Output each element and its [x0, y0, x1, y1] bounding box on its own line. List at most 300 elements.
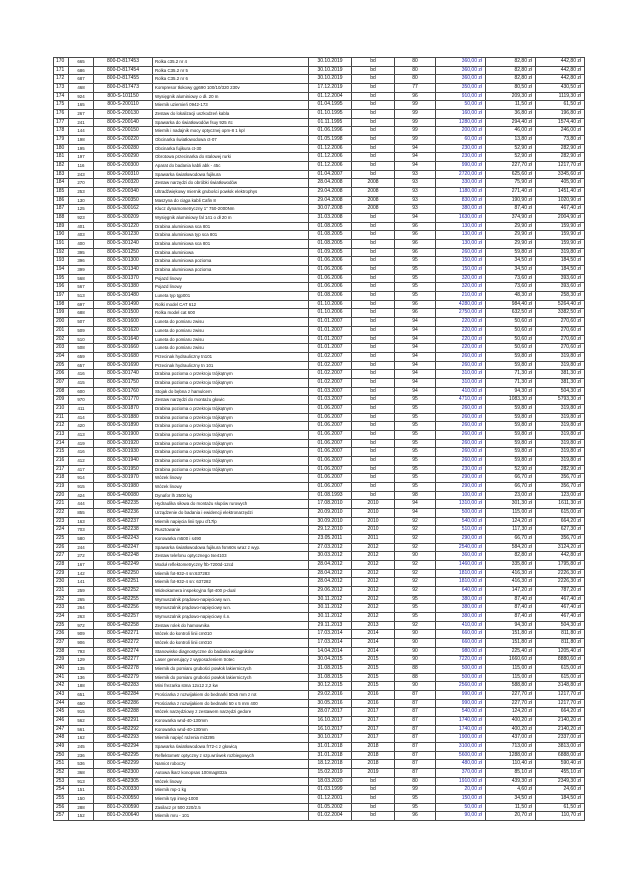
item-id-cell: 130 — [69, 196, 94, 205]
row-number-cell: 171 — [54, 66, 69, 75]
item-id-cell: 259 — [69, 586, 94, 595]
inventory-code-cell: 800-S-301760 — [94, 387, 153, 396]
year-cell: 2012 — [352, 613, 395, 622]
item-name-cell: Drabina pozioma o przekroju trójkątnym — [153, 370, 309, 379]
net-value-cell: 310,00 zł — [436, 370, 486, 379]
purchase-date-cell: 01.01.2007 — [309, 344, 352, 353]
row-number-cell: 176 — [54, 110, 69, 119]
purchase-date-cell: 31.08.2015 — [309, 673, 352, 682]
inventory-code-cell: 800-S-482274 — [94, 647, 153, 656]
percent-cell: 90 — [395, 639, 436, 648]
row-number-cell: 255 — [54, 795, 69, 804]
row-number-cell: 242 — [54, 682, 69, 691]
inventory-code-cell: 800-D-817455 — [94, 75, 153, 84]
row-number-cell: 174 — [54, 92, 69, 101]
table-row — [54, 673, 585, 682]
net-value-cell: 510,00 zł — [436, 526, 486, 535]
inventory-code-cell: 800-S-200220 — [94, 136, 153, 145]
row-number-cell: 192 — [54, 248, 69, 257]
item-name-cell: Miernik mp-1 kg — [153, 786, 309, 795]
net-value-cell: 130,00 zł — [436, 231, 486, 240]
percent-cell: 94 — [395, 335, 436, 344]
year-cell: 2011 — [352, 534, 395, 543]
item-id-cell: 444 — [69, 500, 94, 509]
percent-cell: 87 — [395, 734, 436, 743]
net-value-cell: 230,00 zł — [436, 465, 486, 474]
item-id-cell: 687 — [69, 75, 94, 84]
gross-value-cell: 184,50 zł — [536, 266, 585, 275]
gross-value-cell: 664,20 zł — [536, 517, 585, 526]
inventory-code-cell: 800-S-301930 — [94, 448, 153, 457]
item-name-cell: Rolka C35.2 nr 5 — [153, 66, 309, 75]
net-value-cell: 380,00 zł — [436, 205, 486, 214]
year-cell: bd — [352, 266, 395, 275]
item-name-cell: Miernik napięcia linii typu cf17lp — [153, 517, 309, 526]
vat-value-cell: 1288,00 zł — [486, 751, 536, 760]
vat-value-cell: 437,00 zł — [486, 734, 536, 743]
item-id-cell: 413 — [69, 430, 94, 439]
net-value-cell: 320,00 zł — [436, 283, 486, 292]
vat-value-cell: 59,80 zł — [486, 439, 536, 448]
inventory-code-cell: 800-S-482243 — [94, 534, 153, 543]
table-row — [54, 543, 585, 552]
vat-value-cell: 87,40 zł — [486, 595, 536, 604]
year-cell: bd — [352, 58, 395, 67]
item-name-cell: Miernik typ imeg-1000 — [153, 795, 309, 804]
purchase-date-cell: 01.06.2007 — [309, 413, 352, 422]
year-cell: bd — [352, 231, 395, 240]
percent-cell: 95 — [395, 448, 436, 457]
percent-cell: 90 — [395, 682, 436, 691]
item-name-cell: Wózek linowy — [153, 474, 309, 483]
item-id-cell: 510 — [69, 335, 94, 344]
gross-value-cell: 282,90 zł — [536, 465, 585, 474]
vat-value-cell: 94,30 zł — [486, 621, 536, 630]
inventory-code-cell: 800-S-482250 — [94, 569, 153, 578]
percent-cell: 95 — [395, 274, 436, 283]
vat-value-cell: 625,60 zł — [486, 170, 536, 179]
purchase-date-cell: 28.04.2012 — [309, 578, 352, 587]
vat-value-cell: 124,20 zł — [486, 517, 536, 526]
gross-value-cell: 110,70 zł — [536, 812, 585, 821]
inventory-code-cell: 800-S-301640 — [94, 335, 153, 344]
purchase-date-cell: 01.01.2007 — [309, 335, 352, 344]
year-cell: 2017 — [352, 734, 395, 743]
row-number-cell: 226 — [54, 543, 69, 552]
inventory-code-cell: 800-S-301250 — [94, 248, 153, 257]
row-number-cell: 229 — [54, 569, 69, 578]
row-number-cell: 241 — [54, 673, 69, 682]
percent-cell: 96 — [395, 231, 436, 240]
gross-value-cell: 2226,30 zł — [536, 569, 585, 578]
vat-value-cell: 66,70 zł — [486, 534, 536, 543]
item-id-cell: 414 — [69, 413, 94, 422]
vat-value-cell: 73,60 zł — [486, 283, 536, 292]
year-cell: 2018 — [352, 743, 395, 752]
year-cell: bd — [352, 118, 395, 127]
row-number-cell: 223 — [54, 517, 69, 526]
net-value-cell: 370,00 zł — [436, 769, 486, 778]
year-cell: bd — [352, 240, 395, 249]
vat-value-cell: 713,00 zł — [486, 743, 536, 752]
purchase-date-cell: 01.12.2006 — [309, 153, 352, 162]
item-name-cell: Luneta do pomiaru zwisu — [153, 326, 309, 335]
item-id-cell: 244 — [69, 543, 94, 552]
vat-value-cell: 87,40 zł — [486, 613, 536, 622]
gross-value-cell: 8880,60 zł — [536, 656, 585, 665]
row-number-cell: 248 — [54, 734, 69, 743]
row-number-cell: 243 — [54, 691, 69, 700]
table-row — [54, 474, 585, 483]
net-value-cell: 660,00 zł — [436, 630, 486, 639]
gross-value-cell: 319,80 zł — [536, 404, 585, 413]
table-row — [54, 344, 585, 353]
vat-value-cell: 82,80 zł — [486, 75, 536, 84]
table-row — [54, 101, 585, 110]
percent-cell: 94 — [395, 318, 436, 327]
purchase-date-cell: 01.10.2006 — [309, 300, 352, 309]
net-value-cell: 1460,00 zł — [436, 560, 486, 569]
item-id-cell: 264 — [69, 604, 94, 613]
item-id-cell: 195 — [69, 144, 94, 153]
vat-value-cell: 400,20 zł — [486, 725, 536, 734]
gross-value-cell: 467,40 zł — [536, 604, 585, 613]
percent-cell: 87 — [395, 708, 436, 717]
year-cell: bd — [352, 257, 395, 266]
table-row — [54, 300, 585, 309]
vat-value-cell: 66,70 zł — [486, 482, 536, 491]
inventory-code-cell: 801-D-200330 — [94, 786, 153, 795]
percent-cell: 92 — [395, 526, 436, 535]
row-number-cell: 249 — [54, 743, 69, 752]
row-number-cell: 184 — [54, 179, 69, 188]
year-cell: bd — [352, 248, 395, 257]
year-cell: bd — [352, 292, 395, 301]
percent-cell: 90 — [395, 656, 436, 665]
year-cell: bd — [352, 274, 395, 283]
item-id-cell: 924 — [69, 92, 94, 101]
item-name-cell: Prościarka z rozwijakiem do bednarki 50 x 5 mm 400 — [153, 699, 309, 708]
year-cell: 2018 — [352, 751, 395, 760]
net-value-cell: 5600,00 zł — [436, 751, 486, 760]
purchase-date-cell: 29.04.2008 — [309, 196, 352, 205]
table-row — [54, 803, 585, 812]
table-row — [54, 656, 585, 665]
row-number-cell: 239 — [54, 656, 69, 665]
purchase-date-cell: 01.02.2007 — [309, 352, 352, 361]
table-row — [54, 734, 585, 743]
item-name-cell: Hydraulika siłowa do montażu słupów rurowych — [153, 500, 309, 509]
table-row — [54, 231, 585, 240]
gross-value-cell: 356,70 zł — [536, 482, 585, 491]
percent-cell: 87 — [395, 691, 436, 700]
purchase-date-cell: 29.11.2013 — [309, 621, 352, 630]
net-value-cell: 220,00 zł — [436, 326, 486, 335]
inventory-code-cell: 800-S-301970 — [94, 474, 153, 483]
table-row — [54, 162, 585, 171]
vat-value-cell: 59,80 zł — [486, 248, 536, 257]
purchase-date-cell: 01.08.2005 — [309, 222, 352, 231]
year-cell: bd — [352, 378, 395, 387]
gross-value-cell: 455,10 zł — [536, 769, 585, 778]
purchase-date-cell: 01.01.2007 — [309, 318, 352, 327]
year-cell: bd — [352, 75, 395, 84]
gross-value-cell: 319,80 zł — [536, 422, 585, 431]
vat-value-cell: 4,60 zł — [486, 786, 536, 795]
inventory-code-cell: 800-S-301770 — [94, 396, 153, 405]
net-value-cell: 260,00 zł — [436, 448, 486, 457]
purchase-date-cell: 29.02.2016 — [309, 691, 352, 700]
purchase-date-cell: 01.06.2007 — [309, 474, 352, 483]
percent-cell: 94 — [395, 162, 436, 171]
row-number-cell: 189 — [54, 222, 69, 231]
item-name-cell: Laser generujący z wyposażeniem trotec — [153, 656, 309, 665]
table-row — [54, 560, 585, 569]
item-id-cell: 793 — [69, 647, 94, 656]
table-row — [54, 75, 585, 84]
table-row — [54, 552, 585, 561]
item-name-cell: Miernik do pomiaru grubości powłok lakierniczych — [153, 673, 309, 682]
table-row — [54, 699, 585, 708]
item-name-cell: Wózek do kontroli linii cm010 — [153, 639, 309, 648]
item-id-cell: 915 — [69, 482, 94, 491]
table-row — [54, 613, 585, 622]
year-cell: bd — [352, 101, 395, 110]
year-cell: 2012 — [352, 560, 395, 569]
net-value-cell: 260,00 zł — [436, 404, 486, 413]
percent-cell: 94 — [395, 144, 436, 153]
inventory-code-cell: 800-S-482248 — [94, 552, 153, 561]
inventory-code-cell: 800-S-301870 — [94, 404, 153, 413]
table-row — [54, 786, 585, 795]
inventory-code-cell: 800-S-482291 — [94, 717, 153, 726]
purchase-date-cell: 01.03.2007 — [309, 387, 352, 396]
vat-value-cell: 71,30 zł — [486, 378, 536, 387]
gross-value-cell: 3813,00 zł — [536, 743, 585, 752]
net-value-cell: 330,00 zł — [436, 179, 486, 188]
item-name-cell: Mini frezarka stma 12x12 2,2 kw — [153, 682, 309, 691]
year-cell: bd — [352, 361, 395, 370]
percent-cell: 94 — [395, 214, 436, 223]
item-name-cell: Zestaw narzędzi do montażu głowic — [153, 396, 309, 405]
year-cell: 2015 — [352, 682, 395, 691]
item-id-cell: 909 — [69, 630, 94, 639]
year-cell: bd — [352, 300, 395, 309]
purchase-date-cell: 01.06.2007 — [309, 404, 352, 413]
purchase-date-cell: 31.08.2015 — [309, 665, 352, 674]
gross-value-cell: 319,80 zł — [536, 248, 585, 257]
net-value-cell: 260,00 zł — [436, 422, 486, 431]
inventory-code-cell: 800-S-482278 — [94, 665, 153, 674]
year-cell: bd — [352, 352, 395, 361]
item-name-cell: Wózek do kontroli linii cm010 — [153, 630, 309, 639]
purchase-date-cell: 01.04.2007 — [309, 170, 352, 179]
net-value-cell: 360,00 zł — [436, 66, 486, 75]
row-number-cell: 178 — [54, 127, 69, 136]
percent-cell: 94 — [395, 361, 436, 370]
net-value-cell: 500,00 zł — [436, 508, 486, 517]
inventory-code-cell: 800-S-482294 — [94, 743, 153, 752]
item-name-cell: Miernik mru - 101 — [153, 812, 309, 821]
percent-cell: 99 — [395, 101, 436, 110]
percent-cell: 92 — [395, 517, 436, 526]
vat-value-cell: 115,00 zł — [486, 665, 536, 674]
inventory-code-cell: 800-S-301920 — [94, 439, 153, 448]
inventory-code-cell: 800-S-301890 — [94, 422, 153, 431]
row-number-cell: 240 — [54, 665, 69, 674]
row-number-cell: 215 — [54, 448, 69, 457]
row-number-cell: 186 — [54, 196, 69, 205]
gross-value-cell: 2140,20 zł — [536, 717, 585, 726]
percent-cell: 95 — [395, 257, 436, 266]
row-number-cell: 208 — [54, 387, 69, 396]
gross-value-cell: 159,90 zł — [536, 240, 585, 249]
gross-value-cell: 270,60 zł — [536, 326, 585, 335]
year-cell: 2017 — [352, 725, 395, 734]
item-id-cell: 129 — [69, 656, 94, 665]
vat-value-cell: 151,80 zł — [486, 639, 536, 648]
item-name-cell: Moduł reflektometryczny ftb-7200d-12cd — [153, 560, 309, 569]
inventory-table-body — [54, 58, 585, 821]
item-id-cell: 236 — [69, 751, 94, 760]
table-row — [54, 708, 585, 717]
net-value-cell: 90,00 zł — [436, 812, 486, 821]
year-cell: bd — [352, 448, 395, 457]
item-id-cell: 198 — [69, 136, 94, 145]
percent-cell: 87 — [395, 699, 436, 708]
net-value-cell: 220,00 zł — [436, 335, 486, 344]
item-name-cell: Spawarka światłowodowa fujikura — [153, 170, 309, 179]
net-value-cell: 380,00 zł — [436, 604, 486, 613]
vat-value-cell: 34,50 zł — [486, 795, 536, 804]
table-row — [54, 526, 585, 535]
inventory-code-cell: 800-S-482247 — [94, 543, 153, 552]
purchase-date-cell: 29.06.2012 — [309, 586, 352, 595]
vat-value-cell: 50,60 zł — [486, 344, 536, 353]
table-row — [54, 92, 585, 101]
item-name-cell: Dynafor lh 2500 kg — [153, 491, 309, 500]
table-row — [54, 812, 585, 821]
row-number-cell: 197 — [54, 292, 69, 301]
year-cell: bd — [352, 482, 395, 491]
item-name-cell: Miernik fot-932-4 sn:637283 — [153, 569, 309, 578]
item-name-cell: Wysięgnik aluminiowy fal 141 o dł 20 m — [153, 214, 309, 223]
net-value-cell: 380,00 zł — [436, 613, 486, 622]
item-id-cell: 600 — [69, 387, 94, 396]
net-value-cell: 130,00 zł — [436, 240, 486, 249]
item-name-cell: Spawarka światłowodowa fujikura fsm60s wraz z wyp. — [153, 543, 309, 552]
vat-value-cell: 46,00 zł — [486, 127, 536, 136]
percent-cell: 95 — [395, 613, 436, 622]
item-id-cell: 152 — [69, 812, 94, 821]
row-number-cell: 191 — [54, 240, 69, 249]
table-row — [54, 222, 585, 231]
year-cell: 2019 — [352, 769, 395, 778]
inventory-code-cell: 800-S-482255 — [94, 595, 153, 604]
row-number-cell: 228 — [54, 560, 69, 569]
item-id-cell: 561 — [69, 725, 94, 734]
row-number-cell: 193 — [54, 257, 69, 266]
row-number-cell: 179 — [54, 136, 69, 145]
row-number-cell: 218 — [54, 474, 69, 483]
item-id-cell: 270 — [69, 179, 94, 188]
table-row — [54, 179, 585, 188]
row-number-cell: 231 — [54, 586, 69, 595]
gross-value-cell: 405,90 zł — [536, 179, 585, 188]
table-row — [54, 318, 585, 327]
item-name-cell: Wideokamera inspekcyjna fipt-400 p-dual — [153, 586, 309, 595]
percent-cell: 95 — [395, 803, 436, 812]
table-row — [54, 118, 585, 127]
table-row — [54, 292, 585, 301]
vat-value-cell: 71,30 zł — [486, 370, 536, 379]
item-id-cell: 368 — [69, 769, 94, 778]
inventory-code-cell: 801-D-200550 — [94, 795, 153, 804]
item-id-cell: 688 — [69, 309, 94, 318]
table-row — [54, 760, 585, 769]
year-cell: 2017 — [352, 717, 395, 726]
row-number-cell: 199 — [54, 309, 69, 318]
inventory-code-cell: 800-S-482295 — [94, 751, 153, 760]
year-cell: bd — [352, 170, 395, 179]
year-cell: bd — [352, 803, 395, 812]
net-value-cell: 260,00 zł — [436, 413, 486, 422]
table-row — [54, 795, 585, 804]
year-cell: bd — [352, 795, 395, 804]
purchase-date-cell: 30.10.2019 — [309, 58, 352, 67]
vat-value-cell: 400,20 zł — [486, 717, 536, 726]
item-name-cell: Spawarka światłowodowa fr72-c z głowicą — [153, 743, 309, 752]
row-number-cell: 230 — [54, 578, 69, 587]
gross-value-cell: 319,80 zł — [536, 456, 585, 465]
purchase-date-cell: 30.10.2019 — [309, 75, 352, 84]
table-row — [54, 569, 585, 578]
item-id-cell: 162 — [69, 734, 94, 743]
table-row — [54, 335, 585, 344]
table-row — [54, 422, 585, 431]
inventory-code-cell: 800-S-482238 — [94, 526, 153, 535]
gross-value-cell: 811,80 zł — [536, 630, 585, 639]
item-id-cell: 915 — [69, 708, 94, 717]
percent-cell: 92 — [395, 621, 436, 630]
vat-value-cell: 73,60 zł — [486, 274, 536, 283]
net-value-cell: 290,00 zł — [436, 474, 486, 483]
percent-cell: 94 — [395, 344, 436, 353]
percent-cell: 95 — [395, 439, 436, 448]
percent-cell: 95 — [395, 283, 436, 292]
purchase-date-cell: 16.10.2017 — [309, 725, 352, 734]
gross-value-cell: 442,80 zł — [536, 58, 585, 67]
vat-value-cell: 416,30 zł — [486, 578, 536, 587]
purchase-date-cell: 01.05.2002 — [309, 803, 352, 812]
percent-cell: 94 — [395, 352, 436, 361]
gross-value-cell: 1217,70 zł — [536, 162, 585, 171]
vat-value-cell: 50,60 zł — [486, 318, 536, 327]
item-name-cell: Zestaw telefonu optycznego tse4103 — [153, 552, 309, 561]
vat-value-cell: 1083,30 zł — [486, 396, 536, 405]
inventory-code-cell: 801-D-200640 — [94, 812, 153, 821]
net-value-cell: 990,00 zł — [436, 691, 486, 700]
inventory-code-cell: 800-S-301620 — [94, 326, 153, 335]
net-value-cell: 540,00 zł — [436, 708, 486, 717]
vat-value-cell: 151,80 zł — [486, 630, 536, 639]
table-row — [54, 621, 585, 630]
table-row — [54, 430, 585, 439]
item-name-cell: Drabina pozioma o przekroju trójkątnym — [153, 413, 309, 422]
gross-value-cell: 258,30 zł — [536, 292, 585, 301]
table-row — [54, 266, 585, 275]
percent-cell: 94 — [395, 508, 436, 517]
